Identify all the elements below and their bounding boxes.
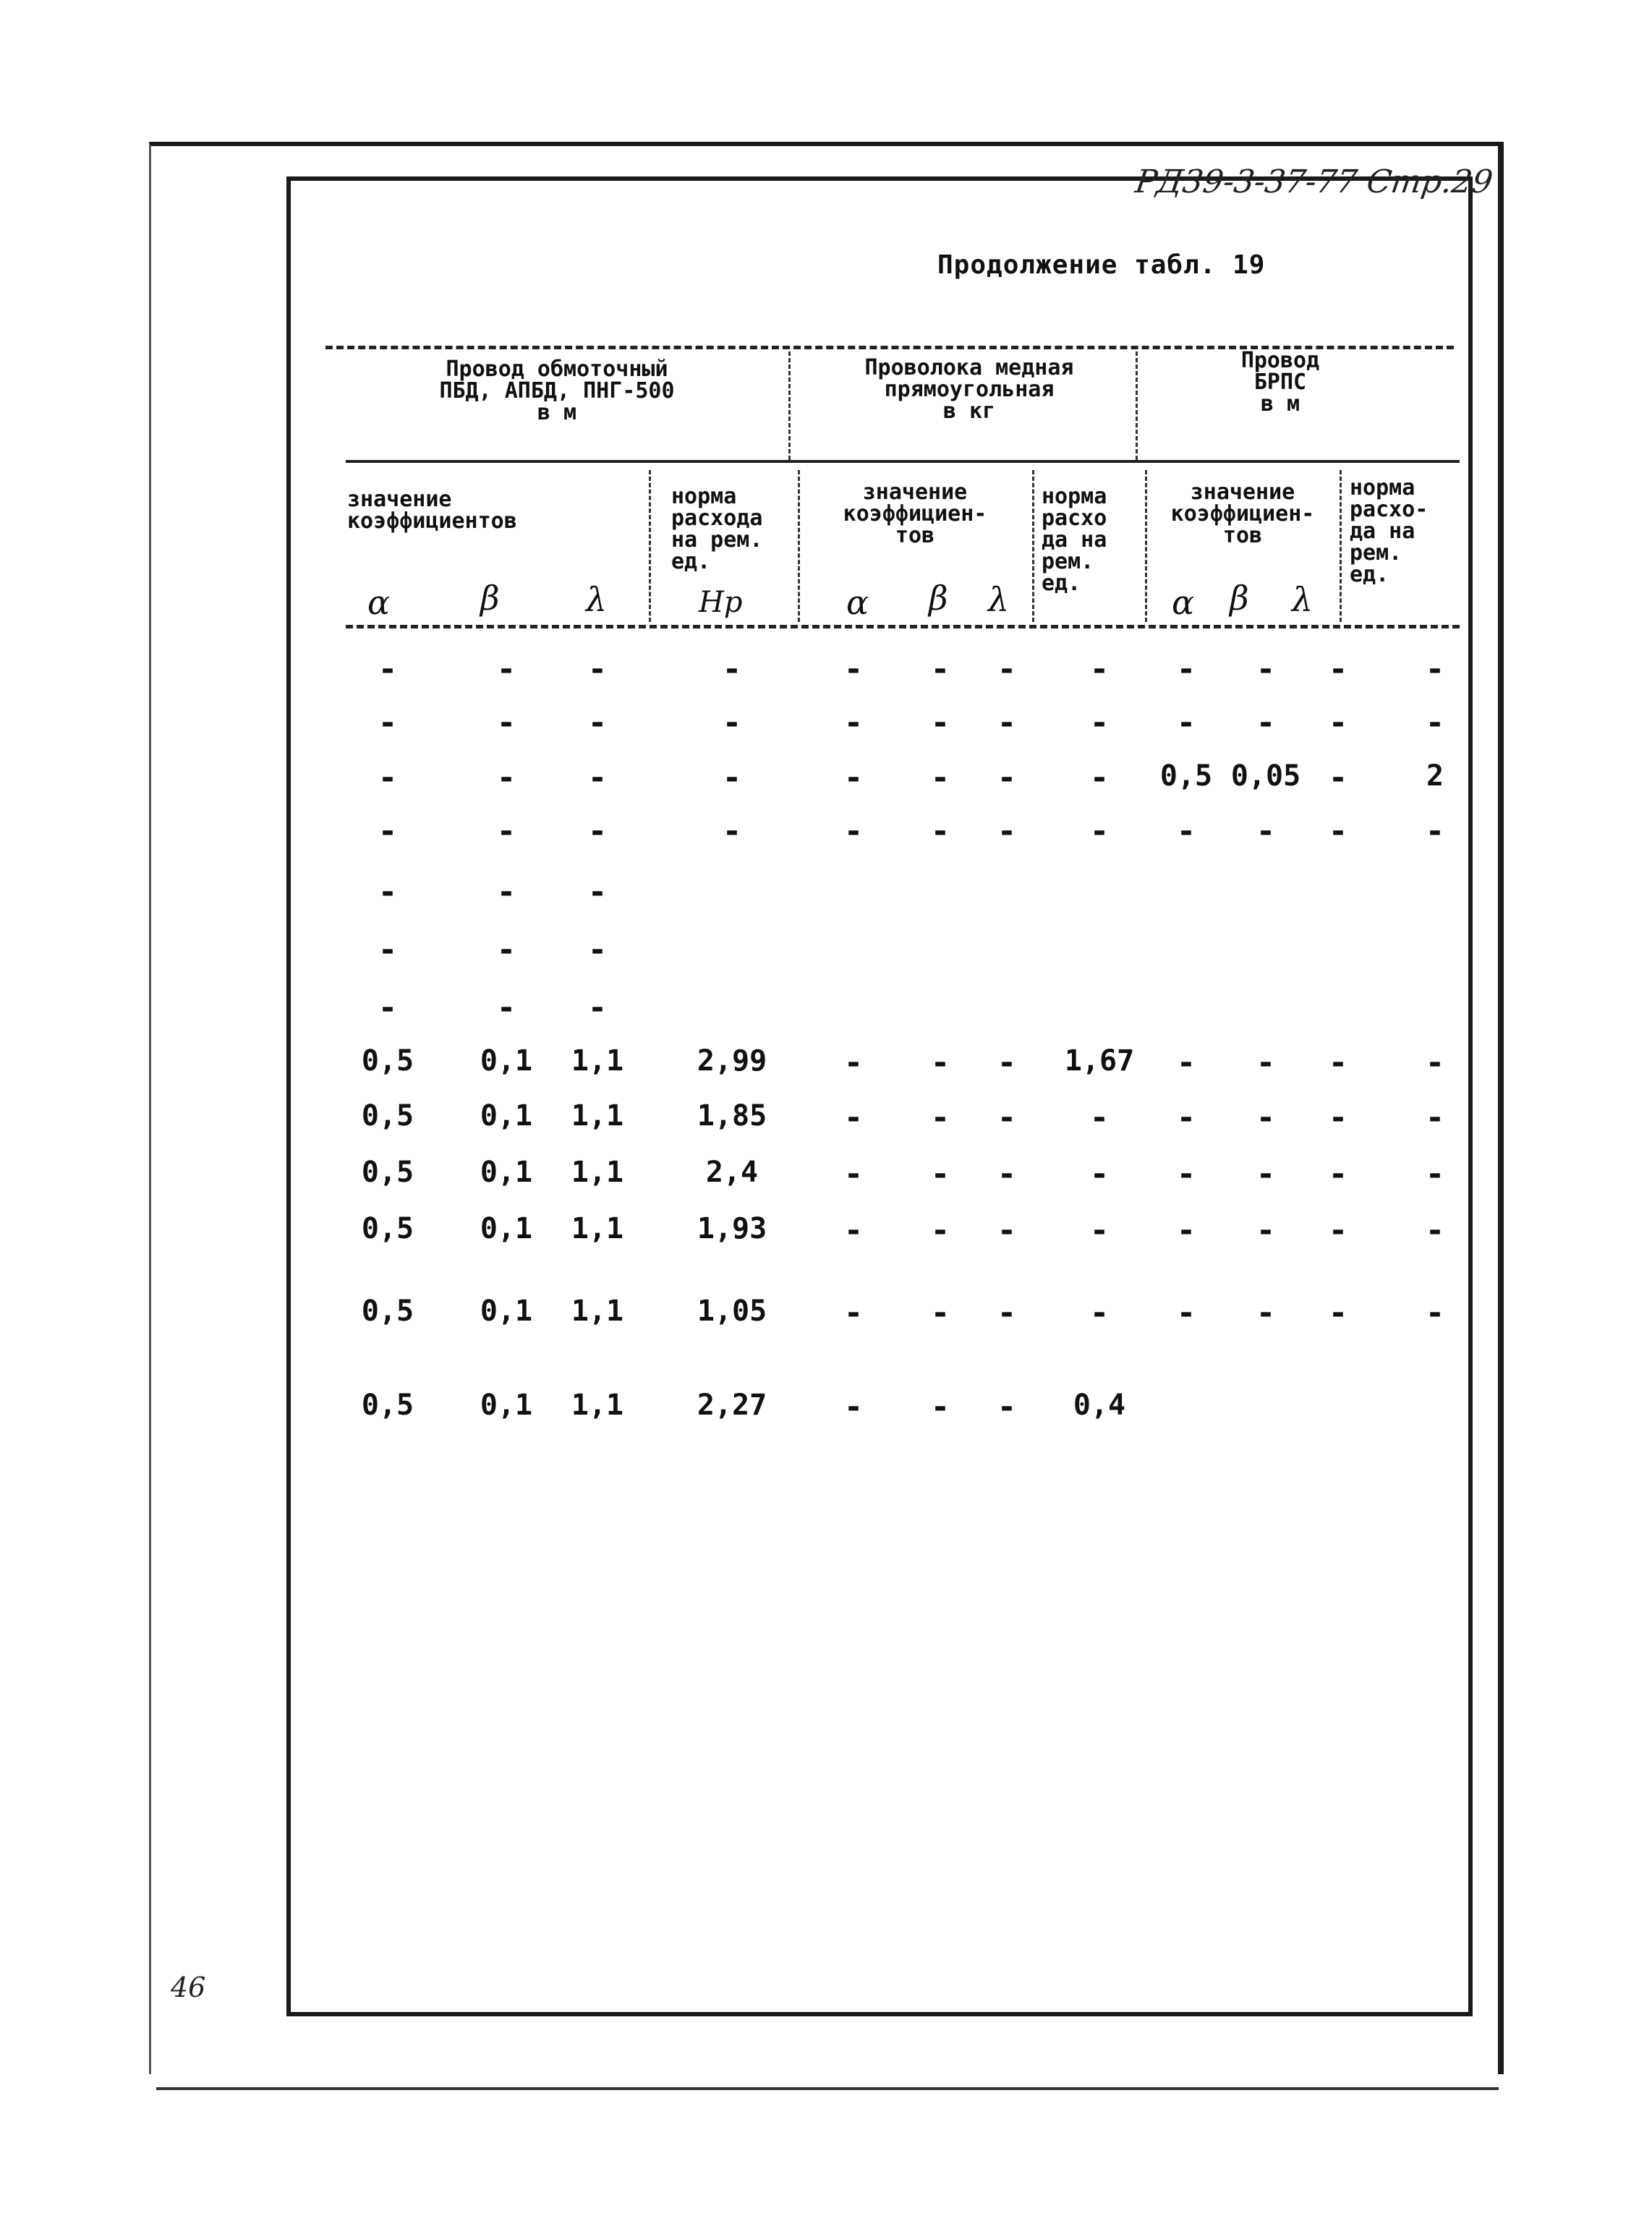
- table-cell: -: [1089, 704, 1110, 741]
- table-cell: 2,4: [705, 1156, 759, 1189]
- column-separator: [798, 470, 800, 622]
- table-cell: -: [1425, 813, 1445, 850]
- table-cell: -: [1256, 1044, 1276, 1081]
- table-cell: -: [1089, 1212, 1110, 1249]
- beta-symbol: β: [929, 579, 948, 618]
- table-cell: -: [843, 1099, 864, 1136]
- table-cell: -: [843, 759, 864, 796]
- table-cell: -: [1176, 651, 1196, 688]
- column-separator: [1340, 470, 1342, 622]
- table-cell: 2: [1426, 759, 1444, 793]
- table-cell: -: [1256, 704, 1276, 741]
- table-cell: -: [378, 932, 398, 968]
- table-cell: -: [496, 989, 516, 1026]
- table-cell: -: [1425, 1295, 1445, 1331]
- group-header-winding-wire: Провод обмоточный ПБД, АПБД, ПНГ-500 в м: [439, 357, 675, 425]
- table-cell: -: [1176, 813, 1196, 850]
- table-cell: -: [378, 989, 398, 1026]
- table-cell: 0,4: [1073, 1389, 1126, 1422]
- table-cell: -: [1425, 1044, 1445, 1081]
- table-cell: -: [930, 1212, 950, 1249]
- table-cell: -: [1176, 704, 1196, 741]
- table-cell: -: [1328, 813, 1348, 850]
- group-separator: [1136, 351, 1138, 460]
- table-cell: -: [496, 813, 516, 850]
- table-cell: -: [843, 1389, 864, 1425]
- table-cell: -: [1089, 651, 1110, 688]
- table-cell: -: [587, 704, 608, 741]
- norm-header-2: норма расхо да на рем. ед.: [1042, 484, 1107, 596]
- table-cell: -: [1328, 704, 1348, 741]
- table-cell: 1,1: [571, 1295, 624, 1328]
- table-cell: -: [1328, 1044, 1348, 1081]
- table-cell: 0,1: [480, 1212, 533, 1245]
- table-cell: 1,1: [571, 1389, 624, 1422]
- table-cell: -: [1089, 1295, 1110, 1331]
- table-cell: -: [1256, 1212, 1276, 1249]
- table-cell: -: [930, 813, 950, 850]
- table-cell: -: [1328, 1156, 1348, 1193]
- table-cell: -: [722, 704, 742, 741]
- table-cell: 0,1: [480, 1389, 533, 1422]
- table-cell: -: [496, 759, 516, 796]
- table-cell: 1,1: [571, 1044, 624, 1078]
- table-cell: -: [843, 1156, 864, 1193]
- table-cell: -: [930, 1099, 950, 1136]
- table-cell: -: [997, 1212, 1017, 1249]
- table-cell: -: [378, 651, 398, 688]
- table-cell: -: [1256, 651, 1276, 688]
- table-cell: -: [930, 1044, 950, 1081]
- table-cell: -: [843, 704, 864, 741]
- norm-header-3: норма расхо- да на рем. ед.: [1350, 475, 1429, 587]
- coef-header-3: значение коэффициен- тов: [1170, 479, 1315, 548]
- table-cell: 0,1: [480, 1099, 533, 1133]
- table-cell: -: [1425, 1156, 1445, 1193]
- lambda-symbol: λ: [1292, 580, 1313, 619]
- table-cell: 0,05: [1230, 759, 1301, 793]
- table-cell: -: [496, 874, 516, 911]
- norm-symbol: Hр: [699, 586, 743, 619]
- table-cell: -: [587, 651, 608, 688]
- table-cell: -: [843, 1044, 864, 1081]
- table-cell: -: [587, 813, 608, 850]
- page-number: 46: [171, 1971, 206, 2003]
- table-cell: 0,5: [361, 1044, 414, 1078]
- group-header-copper-wire: Проволока медная прямоугольная в кг: [864, 355, 1074, 424]
- table-cell: -: [1328, 1212, 1348, 1249]
- table-cell: -: [843, 1295, 864, 1331]
- table-continuation-title: Продолжение табл. 19: [937, 250, 1266, 280]
- table-cell: -: [997, 651, 1017, 688]
- table-cell: -: [587, 989, 608, 1026]
- table-cell: -: [1328, 1099, 1348, 1136]
- table-cell: -: [997, 1099, 1017, 1136]
- table-cell: 0,5: [361, 1156, 414, 1189]
- subheader-bottom-rule: [346, 625, 1460, 628]
- table-cell: -: [997, 704, 1017, 741]
- table-cell: -: [1089, 813, 1110, 850]
- group-header-brps-wire: Провод БРПС в м: [1240, 348, 1320, 417]
- table-cell: -: [1425, 651, 1445, 688]
- bottom-rule: [156, 2087, 1499, 2090]
- table-cell: -: [1425, 1099, 1445, 1136]
- table-cell: -: [722, 813, 742, 850]
- table-cell: 1,05: [697, 1295, 767, 1328]
- column-separator: [1032, 470, 1034, 622]
- table-cell: -: [1328, 1295, 1348, 1331]
- table-cell: -: [930, 651, 950, 688]
- table-cell: 0,5: [1159, 759, 1213, 793]
- table-cell: -: [587, 759, 608, 796]
- table-cell: 2,27: [697, 1389, 767, 1422]
- document-reference: РД39-3-37-77 Стр.29: [1133, 163, 1496, 200]
- table-cell: -: [1176, 1212, 1196, 1249]
- column-separator: [649, 470, 651, 622]
- table-cell: -: [997, 1156, 1017, 1193]
- table-cell: -: [722, 651, 742, 688]
- group-separator: [788, 351, 791, 460]
- table-cell: -: [843, 813, 864, 850]
- table-cell: -: [1328, 651, 1348, 688]
- table-cell: 0,5: [361, 1099, 414, 1133]
- table-cell: -: [930, 759, 950, 796]
- table-cell: -: [1256, 1295, 1276, 1331]
- table-cell: 0,5: [361, 1295, 414, 1328]
- table-cell: 0,1: [480, 1295, 533, 1328]
- coef-header-2: значение коэффициен- тов: [843, 479, 987, 548]
- inner-frame: [286, 176, 1473, 2016]
- table-cell: 1,1: [571, 1212, 624, 1245]
- table-cell: 1,85: [697, 1099, 767, 1133]
- alpha-symbol: α: [846, 583, 869, 622]
- table-cell: -: [997, 1389, 1017, 1425]
- table-cell: -: [997, 759, 1017, 796]
- table-cell: -: [1256, 1099, 1276, 1136]
- table-cell: -: [1328, 759, 1348, 796]
- beta-symbol: β: [480, 579, 500, 618]
- table-cell: 0,5: [361, 1212, 414, 1245]
- table-cell: -: [1089, 759, 1110, 796]
- table-cell: -: [1176, 1156, 1196, 1193]
- coef-header-1: значение коэффициентов: [347, 487, 517, 534]
- table-cell: -: [1176, 1044, 1196, 1081]
- beta-symbol: β: [1230, 579, 1249, 618]
- table-cell: 0,1: [480, 1156, 533, 1189]
- table-cell: -: [1089, 1099, 1110, 1136]
- table-cell: -: [378, 704, 398, 741]
- table-cell: -: [1089, 1156, 1110, 1193]
- table-cell: -: [843, 651, 864, 688]
- table-cell: -: [930, 1295, 950, 1331]
- table-cell: -: [378, 813, 398, 850]
- table-cell: 1,93: [697, 1212, 767, 1245]
- table-cell: 1,67: [1064, 1044, 1135, 1078]
- table-cell: 1,1: [571, 1156, 624, 1189]
- table-cell: -: [496, 704, 516, 741]
- table-cell: 2,99: [697, 1044, 767, 1078]
- table-cell: -: [930, 704, 950, 741]
- table-cell: -: [997, 1044, 1017, 1081]
- table-cell: -: [1256, 813, 1276, 850]
- table-cell: -: [930, 1156, 950, 1193]
- table-cell: 0,5: [361, 1389, 414, 1422]
- table-cell: -: [378, 874, 398, 911]
- table-cell: -: [1425, 1212, 1445, 1249]
- table-cell: -: [587, 932, 608, 968]
- table-cell: -: [843, 1212, 864, 1249]
- table-cell: -: [1176, 1295, 1196, 1331]
- table-cell: -: [587, 874, 608, 911]
- table-cell: -: [1176, 1099, 1196, 1136]
- table-cell: -: [930, 1389, 950, 1425]
- column-separator: [1145, 470, 1147, 622]
- table-cell: -: [1425, 704, 1445, 741]
- lambda-symbol: λ: [586, 580, 608, 619]
- table-cell: -: [722, 759, 742, 796]
- table-cell: -: [997, 1295, 1017, 1331]
- table-cell: 1,1: [571, 1099, 624, 1133]
- table-cell: -: [997, 813, 1017, 850]
- norm-header-1: норма расхода на рем. ед.: [671, 484, 763, 574]
- table-cell: -: [378, 759, 398, 796]
- group-header-rule: [346, 460, 1460, 463]
- alpha-symbol: α: [1172, 583, 1195, 622]
- lambda-symbol: λ: [988, 580, 1010, 619]
- table-cell: -: [496, 651, 516, 688]
- alpha-symbol: α: [367, 583, 391, 622]
- table-cell: -: [496, 932, 516, 968]
- table-cell: 0,1: [480, 1044, 533, 1078]
- table-cell: -: [1256, 1156, 1276, 1193]
